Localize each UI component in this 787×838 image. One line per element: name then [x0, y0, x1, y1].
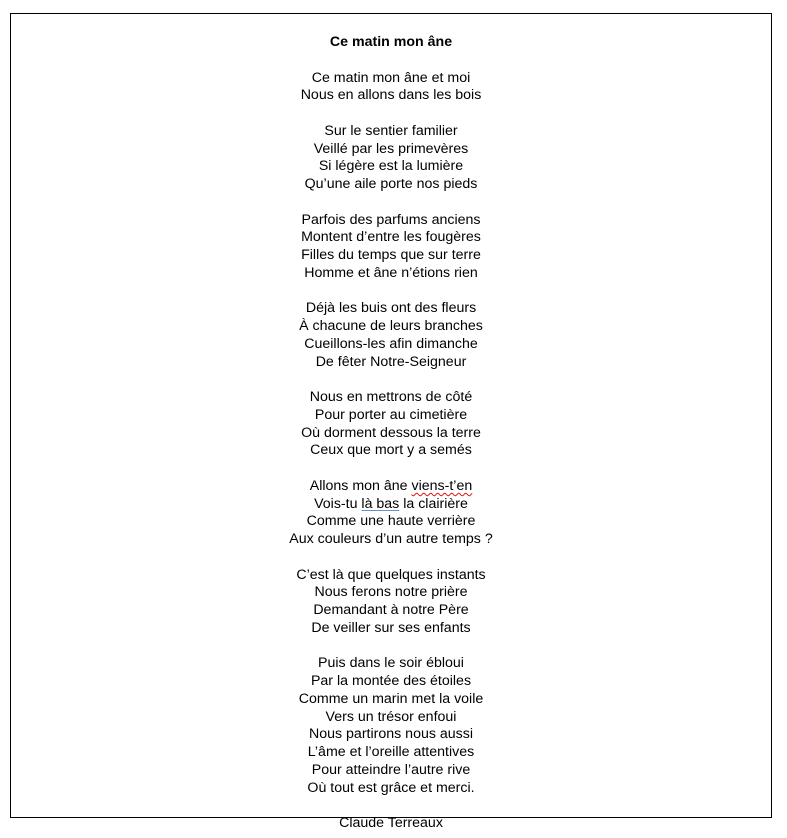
poem-line: Vois-tu là bas la clairière [314, 495, 468, 512]
poem-line: Pour atteindre l’autre rive [311, 761, 471, 778]
poem-author: Claude Terreaux [339, 815, 443, 831]
poem-stanza [11, 655, 771, 797]
poem-line: De fêter Notre-Seigneur [315, 353, 467, 370]
poem-line: Par la montée des étoiles [310, 673, 472, 689]
poem-line: Déjà les buis ont des fleurs [305, 300, 477, 317]
poem-line: Puis dans le soir ébloui [318, 655, 464, 672]
poem-line: Vers un trésor enfoui [325, 708, 457, 725]
poem-line: Aux couleurs d’un autre temps ? [289, 531, 493, 547]
poem-line: Sur le sentier familier [324, 122, 458, 139]
poem-stanza [11, 300, 771, 371]
poem-title: Ce matin mon âne [329, 34, 453, 50]
poem-line: Comme un marin met la voile [298, 690, 484, 707]
poem-stanza [11, 70, 771, 106]
poem-line: Filles du temps que sur terre [301, 247, 481, 263]
poem-line: Nous partirons nous aussi [308, 726, 474, 743]
poem-line: L’âme et l’oreille attentives [307, 744, 475, 760]
poem-body [11, 70, 771, 798]
poem-line: Veillé par les primevères [313, 140, 469, 157]
poem-line: Parfois des parfums anciens [301, 211, 481, 228]
poem-line: C’est là que quelques instants [296, 566, 486, 583]
poem-line: Nous ferons notre prière [314, 584, 468, 601]
grammar-mark: là bas [361, 495, 400, 512]
poem-line: Cueillons-les afin dimanche [304, 335, 478, 352]
page-border [10, 13, 772, 831]
poem-line: Nous en allons dans les bois [300, 87, 482, 104]
poem-line: Homme et âne n’étions rien [304, 264, 478, 281]
poem-stanza [11, 123, 771, 194]
poem-line: Montent d’entre les fougères [301, 229, 481, 246]
poem-stanza [11, 478, 771, 549]
poem-line: Ce matin mon âne et moi [311, 69, 471, 86]
poem-line: Comme une haute verrière [306, 513, 476, 530]
poem-line: Nous en mettrons de côté [309, 389, 473, 405]
poem-line: Si légère est la lumière [318, 158, 464, 175]
poem-stanza [11, 389, 771, 460]
poem [11, 34, 771, 833]
poem-line: Ceux que mort y a semés [310, 442, 472, 459]
spellcheck-mark: viens-t’en [411, 477, 473, 494]
poem-line: De veiller sur ses enfants [311, 619, 471, 636]
poem-line: Où tout est grâce et merci. [307, 779, 475, 796]
poem-stanza [11, 212, 771, 283]
poem-line: Allons mon âne viens-t’en [309, 477, 473, 494]
poem-line: Pour porter au cimetière [314, 406, 468, 423]
poem-line: Où dorment dessous la terre [301, 424, 481, 441]
poem-line: Demandant à notre Père [313, 602, 469, 618]
poem-stanza [11, 567, 771, 638]
poem-line: À chacune de leurs branches [299, 318, 483, 334]
poem-line: Qu’une aile porte nos pieds [304, 176, 478, 192]
